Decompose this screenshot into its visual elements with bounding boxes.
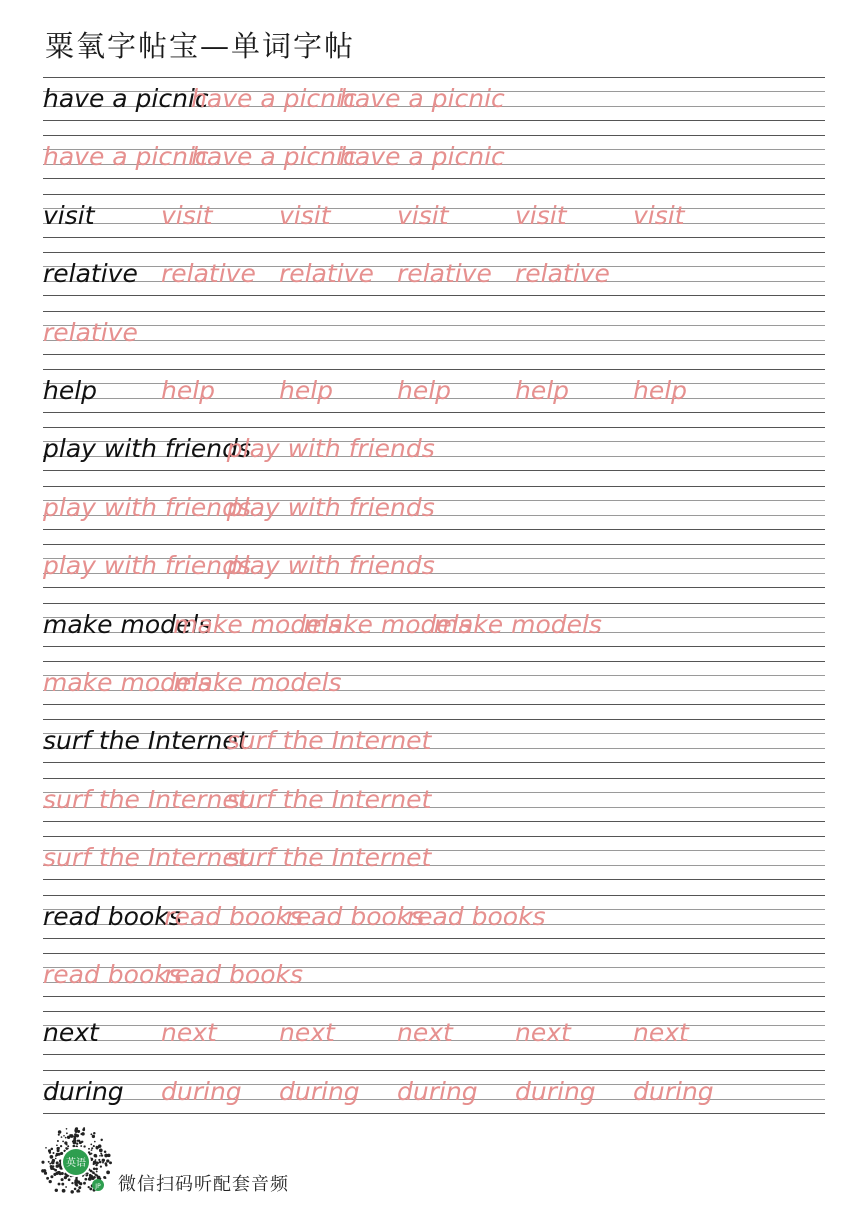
writing-row	[43, 252, 825, 296]
model-word: surf the Internet	[43, 726, 248, 756]
trace-word: next	[161, 1018, 217, 1048]
trace-word: read books	[43, 960, 182, 989]
trace-word: have a picnic	[191, 84, 357, 113]
rule-line	[43, 135, 825, 136]
writing-row	[43, 311, 825, 355]
rule-line	[43, 252, 825, 253]
rule-line	[43, 120, 825, 121]
trace-word: surf the Internet	[43, 843, 248, 873]
writing-row	[43, 486, 825, 530]
trace-word: relative	[515, 259, 610, 289]
qr-badge: JP	[95, 1183, 101, 1190]
rule-line	[43, 1113, 825, 1114]
writing-row	[43, 1011, 825, 1055]
writing-row	[43, 544, 825, 588]
writing-row	[43, 194, 825, 238]
writing-row	[43, 836, 825, 880]
page-title: 粟氧字帖宝—单词字帖	[45, 29, 356, 63]
rule-line	[43, 646, 825, 647]
rule-line	[43, 587, 825, 588]
trace-word: have a picnic	[43, 142, 209, 172]
rule-line	[43, 895, 825, 896]
rule-line	[43, 661, 825, 662]
trace-word: make models	[433, 609, 602, 639]
trace-word: visit	[161, 200, 213, 230]
trace-word: have a picnic	[339, 142, 505, 172]
writing-row	[43, 603, 825, 647]
trace-word: relative	[397, 259, 492, 289]
rule-line	[43, 1054, 825, 1055]
trace-word: play with friends	[226, 492, 435, 522]
rule-line	[43, 544, 825, 545]
trace-word: have a picnic	[339, 84, 505, 113]
trace-word: surf the Internet	[226, 726, 432, 756]
trace-word: read books	[164, 901, 304, 931]
trace-word: surf the Internet	[43, 784, 248, 814]
rule-line	[43, 77, 825, 78]
model-word: make models	[43, 609, 212, 639]
trace-word: next	[633, 1018, 689, 1048]
trace-word: play with friends	[43, 492, 252, 522]
trace-word: help	[515, 376, 570, 405]
writing-row	[43, 895, 825, 939]
trace-word: during	[397, 1076, 478, 1106]
trace-word: make models	[173, 668, 342, 697]
writing-row	[43, 77, 825, 121]
rule-line	[43, 470, 825, 471]
trace-word: play with friends	[226, 434, 435, 464]
trace-word: read books	[406, 901, 546, 931]
writing-row	[43, 953, 825, 997]
trace-word: during	[279, 1076, 360, 1106]
writing-row	[43, 719, 825, 763]
writing-row	[43, 427, 825, 471]
trace-word: next	[279, 1018, 335, 1048]
model-word: relative	[43, 259, 138, 289]
rule-line	[43, 486, 825, 487]
model-word: next	[43, 1018, 99, 1048]
trace-word: help	[161, 376, 216, 405]
rule-line	[43, 704, 825, 705]
qr-code-icon[interactable]	[40, 1126, 112, 1198]
trace-word: next	[397, 1018, 453, 1048]
qr-label: 英语	[66, 1158, 86, 1169]
writing-row	[43, 369, 825, 413]
trace-word: make models	[303, 609, 472, 639]
model-word: play with friends	[43, 434, 252, 464]
trace-word: help	[279, 376, 334, 405]
trace-word: have a picnic	[191, 142, 357, 172]
trace-word: during	[633, 1076, 714, 1106]
rule-line	[43, 340, 825, 341]
trace-word: visit	[633, 200, 685, 230]
trace-word: make models	[173, 609, 342, 639]
model-word: during	[43, 1076, 124, 1106]
trace-word: play with friends	[226, 551, 435, 581]
trace-word: visit	[515, 200, 567, 230]
rule-line	[43, 996, 825, 997]
rule-line	[43, 311, 825, 312]
trace-word: help	[397, 376, 452, 405]
trace-word: surf the Internet	[226, 843, 432, 873]
rule-line	[43, 719, 825, 720]
rule-line	[43, 879, 825, 880]
trace-word: visit	[279, 200, 331, 230]
trace-word: during	[515, 1076, 596, 1106]
rule-line	[43, 427, 825, 428]
trace-word: next	[515, 1018, 571, 1048]
trace-word: during	[161, 1076, 242, 1106]
rule-line	[43, 821, 825, 822]
writing-row	[43, 778, 825, 822]
rule-line	[43, 953, 825, 954]
model-word: have a picnic	[43, 84, 209, 113]
writing-row	[43, 135, 825, 179]
trace-word: read books	[285, 901, 425, 931]
rule-line	[43, 237, 825, 238]
footer-text: 微信扫码听配套音频	[118, 1174, 289, 1195]
trace-word: surf the Internet	[226, 784, 432, 814]
rule-line	[43, 836, 825, 837]
rule-line	[43, 1070, 825, 1071]
rule-line	[43, 778, 825, 779]
rule-line	[43, 369, 825, 370]
trace-word: relative	[279, 259, 374, 289]
rule-line	[43, 295, 825, 296]
rule-line	[43, 194, 825, 195]
trace-word: make models	[43, 668, 212, 697]
footer	[40, 1126, 460, 1206]
rule-line	[43, 1011, 825, 1012]
trace-word: visit	[397, 200, 449, 230]
rule-line	[43, 938, 825, 939]
rule-line	[43, 762, 825, 763]
writing-row	[43, 1070, 825, 1114]
model-word: read books	[43, 901, 182, 931]
rule-line	[43, 354, 825, 355]
writing-row	[43, 661, 825, 705]
rule-line	[43, 603, 825, 604]
trace-word: relative	[161, 259, 256, 289]
trace-word: play with friends	[43, 551, 252, 581]
model-word: help	[43, 376, 98, 405]
rule-line	[43, 529, 825, 530]
rule-line	[43, 412, 825, 413]
rule-line	[43, 178, 825, 179]
trace-word: relative	[43, 317, 138, 347]
model-word: visit	[43, 200, 95, 230]
rule-line	[43, 325, 825, 326]
trace-word: help	[633, 376, 688, 405]
trace-word: read books	[164, 960, 304, 989]
